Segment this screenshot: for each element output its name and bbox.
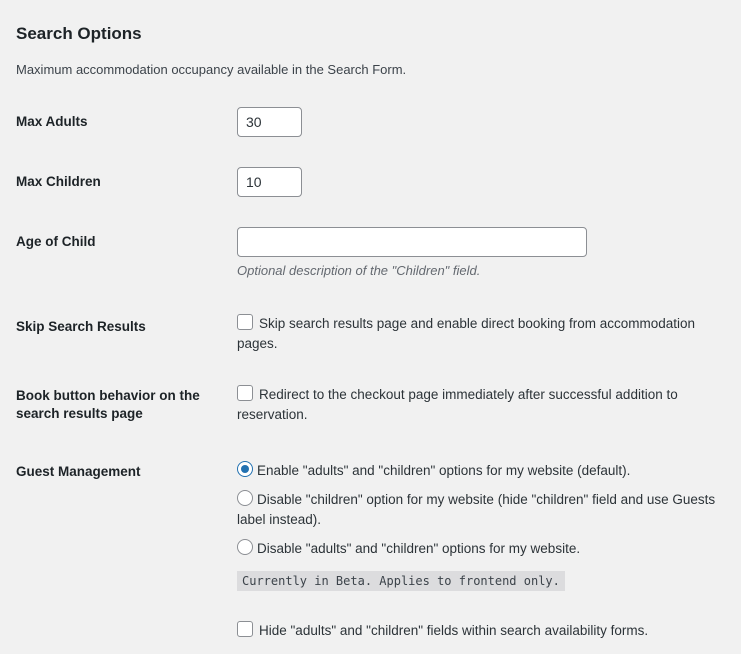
skip-search-results-label: Skip Search Results: [16, 319, 146, 334]
hide-fields-checkbox-label: Hide "adults" and "children" fields within search availability forms.: [259, 623, 649, 638]
book-button-behavior-option[interactable]: [237, 385, 737, 425]
radio-enable-both-label: Enable "adults" and "children" options for my website (default).: [257, 463, 631, 478]
beta-note: Currently in Beta. Applies to frontend only.: [237, 571, 565, 591]
max-adults-label: Max Adults: [16, 114, 88, 129]
radio-disable-children-label: Disable "children" option for my website (hide "children" field and use Guests label instead).: [237, 492, 716, 527]
section-title: Search Options: [16, 24, 142, 43]
max-children-label: Max Children: [16, 174, 101, 189]
section-description: Maximum accommodation occupancy available in the Search Form.: [16, 62, 407, 77]
guest-option-enable-both[interactable]: [237, 461, 737, 481]
skip-search-results-checkbox-label: Skip search results page and enable direct booking from accommodation pages.: [237, 316, 695, 351]
book-button-behavior-label-line1: Book button behavior on the: [16, 388, 200, 403]
guest-option-disable-children[interactable]: [237, 490, 737, 530]
book-button-behavior-label: [16, 387, 200, 423]
age-of-child-description: Optional description of the "Children" field.: [237, 263, 481, 278]
radio-enable-both[interactable]: [237, 461, 253, 477]
radio-disable-both[interactable]: [237, 539, 253, 555]
skip-search-results-option[interactable]: [237, 314, 737, 354]
skip-search-results-checkbox[interactable]: [237, 314, 253, 330]
book-button-behavior-label-line2: search results page: [16, 406, 143, 421]
max-adults-input[interactable]: [237, 107, 302, 137]
age-of-child-label: Age of Child: [16, 234, 96, 249]
guest-management-label: Guest Management: [16, 464, 141, 479]
redirect-checkout-checkbox[interactable]: [237, 385, 253, 401]
age-of-child-input[interactable]: [237, 227, 587, 257]
hide-fields-option[interactable]: [237, 621, 737, 641]
radio-disable-children[interactable]: [237, 490, 253, 506]
radio-disable-both-label: Disable "adults" and "children" options for my website.: [257, 541, 581, 556]
max-children-input[interactable]: [237, 167, 302, 197]
guest-option-disable-both[interactable]: [237, 539, 737, 559]
hide-fields-checkbox[interactable]: [237, 621, 253, 637]
redirect-checkout-checkbox-label: Redirect to the checkout page immediately after successful addition to reservation.: [237, 387, 678, 422]
